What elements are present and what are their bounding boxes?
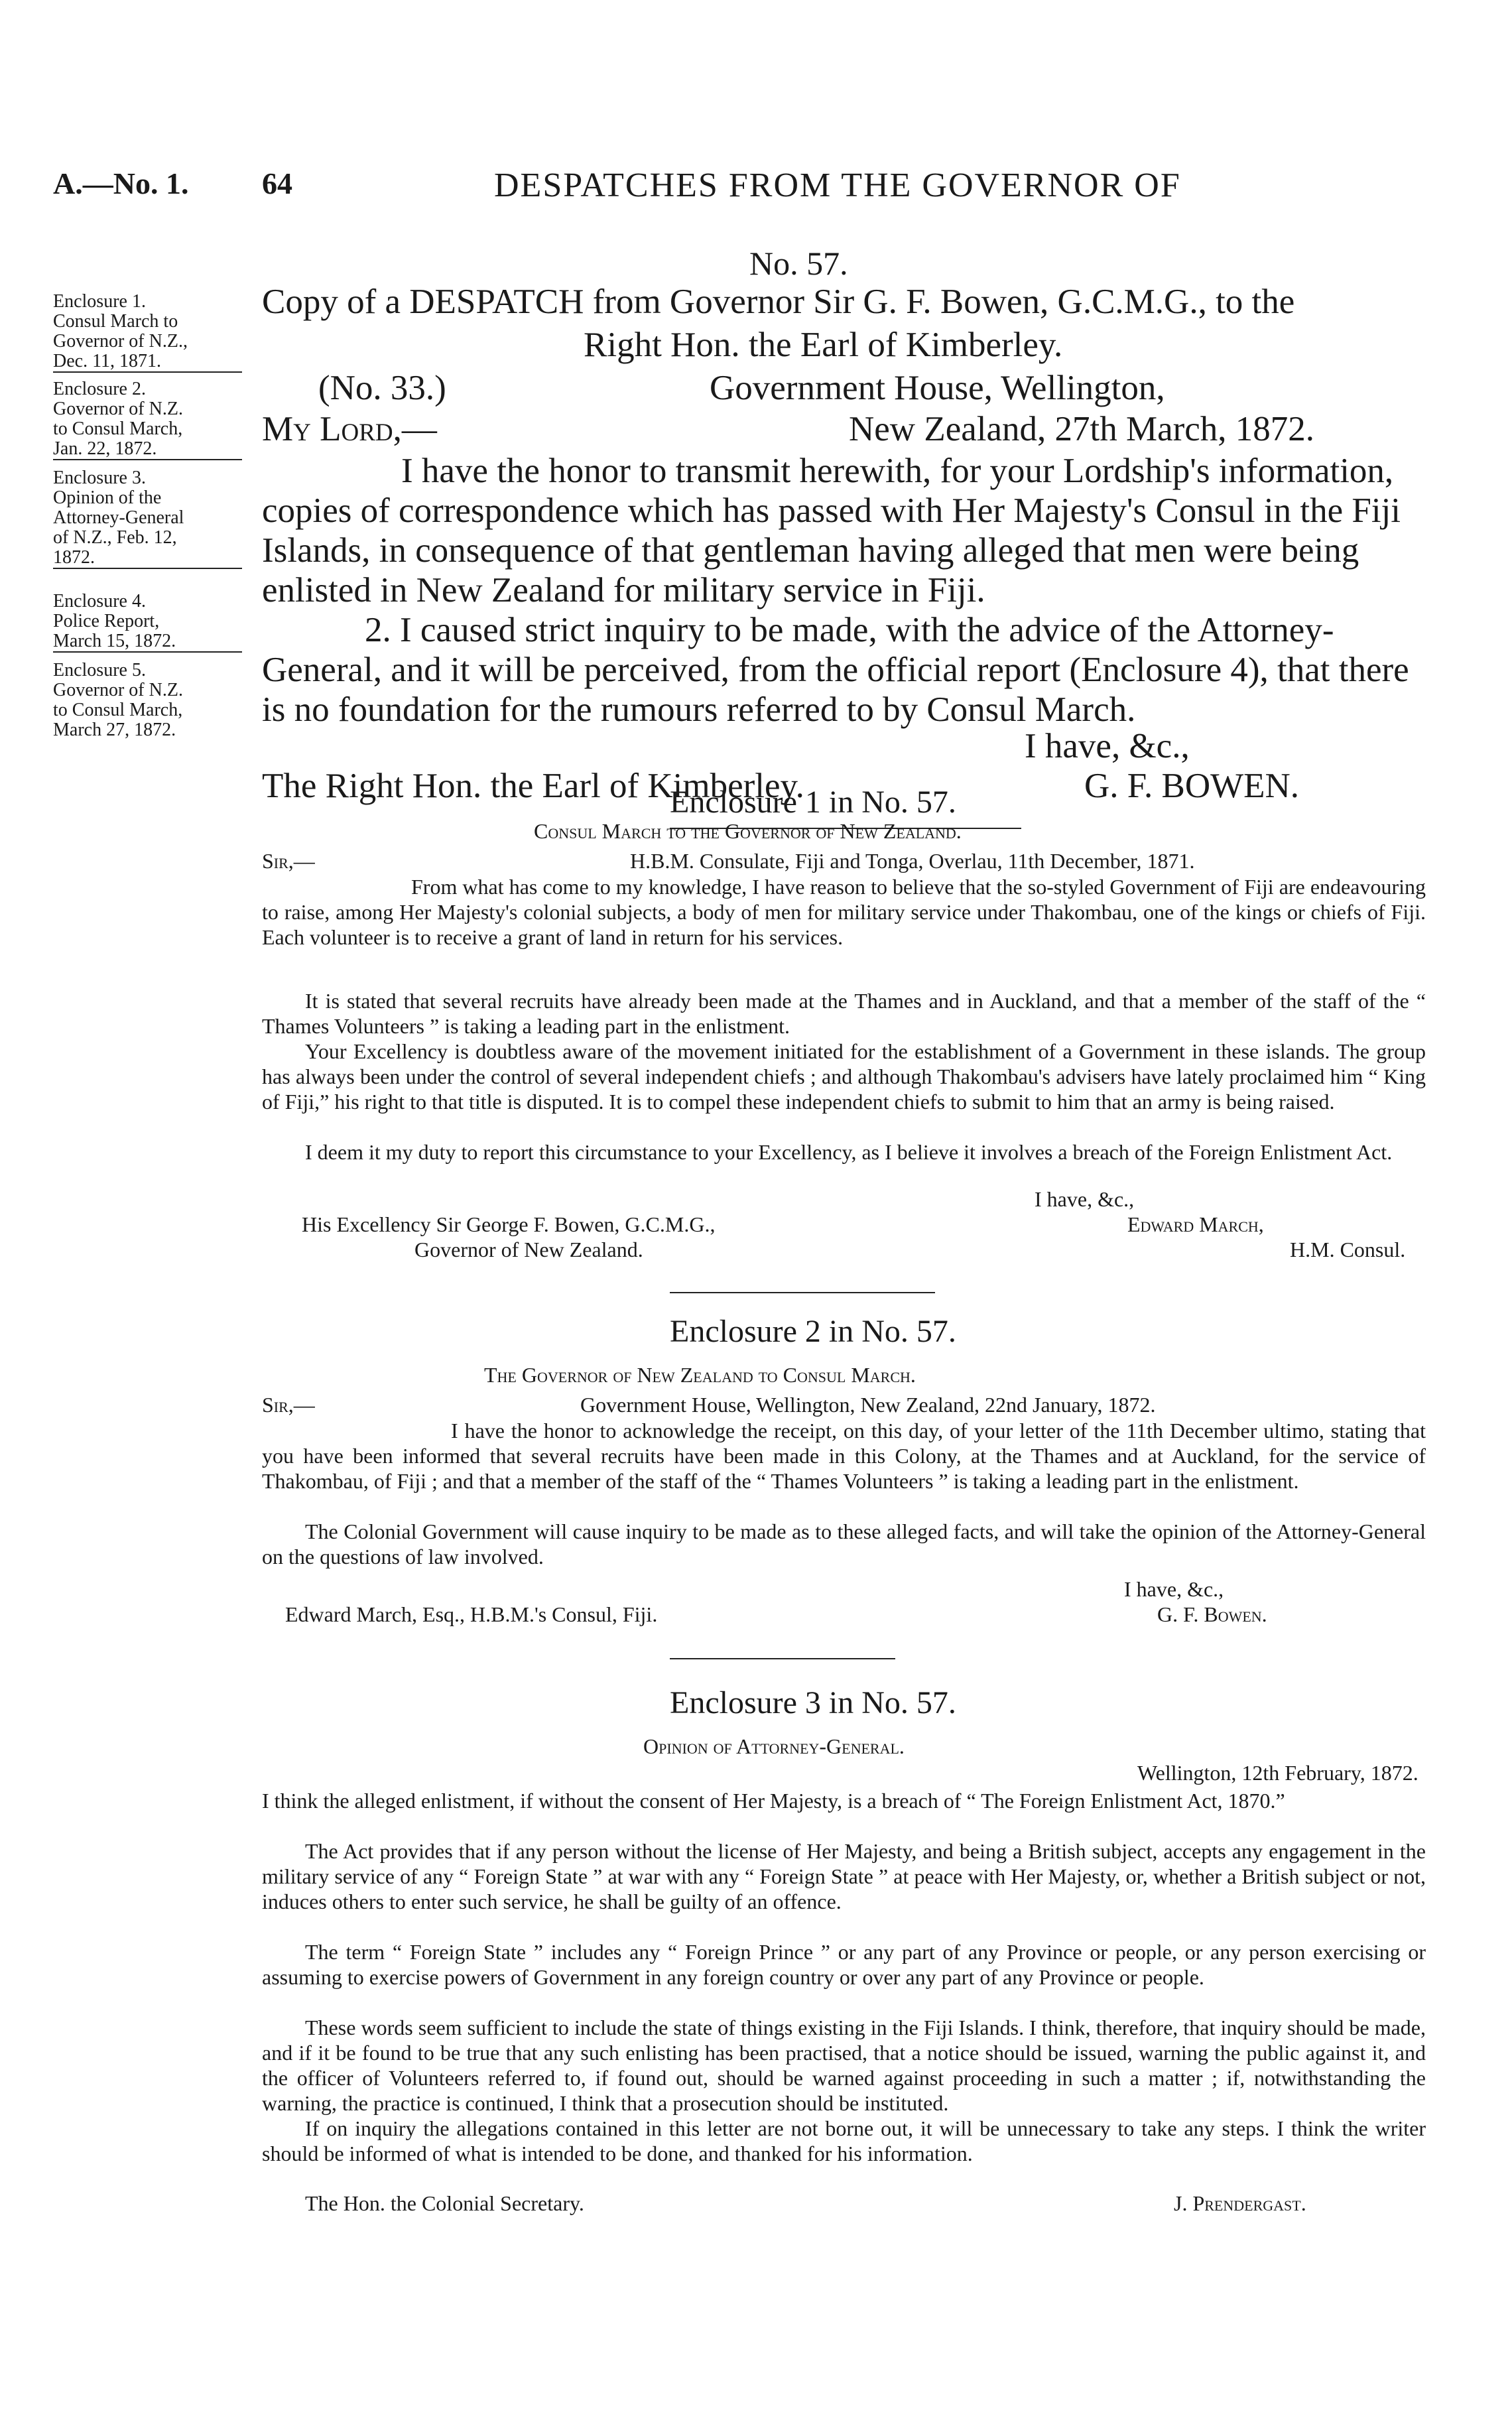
enclosure-2-title: Enclosure 2 in No. 57. (670, 1314, 956, 1349)
enclosure-2-paragraph: The Colonial Government will cause inquiry to be made as to these alleged facts, and will take the opinion of the Attorney-General on the questions of law involved. (262, 1519, 1426, 1569)
margin-note-enclosure-2 (53, 379, 242, 463)
margin-note-line: 1872. (53, 548, 242, 569)
enclosure-3-paragraph: The Act provides that if any person without the license of Her Majesty, and being a British subject, accepts any engagement in the military service of any “ Foreign State ” at war with any “ Foreign State ” at peace with Her Majesty, or, whether a British subject or not, induces others to enter such service, he shall be guilty of an offence. (262, 1839, 1426, 1913)
despatch-text-line: is no foundation for the rumours referred to by Consul March. (262, 690, 1136, 729)
despatch-salutation: My Lord,— (262, 410, 437, 448)
enclosure-2-closing: I have, &c., (1124, 1577, 1224, 1601)
enclosure-3-signature: J. Prendergast. (1174, 2191, 1306, 2215)
despatch-closing: I have, &c., (1025, 727, 1190, 765)
enclosure-3-place-date: Wellington, 12th February, 1872. (1137, 1761, 1418, 1785)
margin-note-enclosure-4 (53, 592, 242, 655)
margin-note-line: Dec. 11, 1871. (53, 352, 242, 373)
margin-note-enclosure-3 (53, 468, 242, 572)
despatch-signature: G. F. BOWEN. (1084, 767, 1300, 805)
enclosure-2-signature: G. F. Bowen. (1157, 1602, 1267, 1626)
despatch-serial-number: (No. 33.) (318, 369, 446, 407)
enclosure-2-subtitle: The Governor of New Zealand to Consul March. (484, 1363, 916, 1387)
margin-note-enclosure-1 (53, 292, 242, 375)
section-divider (670, 1658, 895, 1659)
enclosure-1-signature: Edward March, (1127, 1212, 1264, 1236)
enclosure-1-signature-title: H.M. Consul. (1290, 1238, 1406, 1261)
margin-note-line: Opinion of the (53, 487, 162, 508)
enclosure-2-salutation: Sir,— (262, 1393, 315, 1417)
enclosure-2-place-date: Government House, Wellington, New Zealand, 22nd January, 1872. (580, 1393, 1156, 1417)
enclosure-3-paragraph: These words seem sufficient to include the state of things existing in the Fiji Islands. I think, therefore, that inquiry should be made, and if it be found to be true that any such enlisting has been practised, that a notice should be issued, warning the public against it, and the officer of Volunteers referred to, if found out, should be warned against proceeding in such a matter ; if, notwithstanding the warning, the practice is continued, I think that a prosecution should be instituted. (262, 2016, 1426, 2115)
despatch-date: New Zealand, 27th March, 1872. (849, 410, 1315, 448)
despatch-number: No. 57. (749, 245, 848, 282)
margin-note-line: Jan. 22, 1872. (53, 439, 242, 460)
despatch-text-line: I have the honor to transmit herewith, for your Lordship's information, (401, 452, 1394, 490)
enclosure-1-place-date: H.B.M. Consulate, Fiji and Tonga, Overlau, 11th December, 1871. (630, 849, 1195, 873)
enclosure-3-paragraph: If on inquiry the allegations contained in this letter are not borne out, it will be unnecessary to take any steps. I think the writer should be informed of what is intended to be done, and thanked for his information. (262, 2116, 1426, 2165)
margin-note-line: Enclosure 1. (53, 291, 146, 312)
section-divider (670, 1292, 935, 1293)
enclosure-3-title: Enclosure 3 in No. 57. (670, 1685, 956, 1720)
margin-note-line: Consul March to (53, 311, 178, 332)
margin-note-line: of N.Z., Feb. 12, (53, 527, 177, 548)
enclosure-3-paragraph: The term “ Foreign State ” includes any “ Foreign Prince ” or any part of any Province or people, or any person exercising or assuming to exercise powers of Government in any foreign country or over any part of any Province or people. (262, 1940, 1426, 1989)
enclosure-1-paragraph: It is stated that several recruits have already been made at the Thames and in Auckland, and that a member of the staff of the “ Thames Volunteers ” is taking a leading part in the enlistment. (262, 989, 1426, 1038)
despatch-text-line: enlisted in New Zealand for military service in Fiji. (262, 571, 985, 609)
enclosure-1-title: Enclosure 1 in No. 57. (670, 785, 956, 820)
enclosure-1-paragraph: From what has come to my knowledge, I have reason to believe that the so-styled Government of Fiji are endeavouring to raise, among Her Majesty's colonial subjects, a body of men for military service under Thakombau, one of the kings or chiefs of Fiji. Each volunteer is to receive a grant of land in return for his services. (262, 875, 1426, 949)
despatch-text-line: General, and it will be perceived, from the official report (Enclosure 4), that there (262, 651, 1409, 689)
page-series-label: A.—No. 1. (53, 166, 189, 200)
enclosure-1-addressee: His Excellency Sir George F. Bowen, G.C.M.G., (302, 1212, 716, 1236)
despatch-address: Government House, Wellington, (710, 369, 1165, 407)
margin-note-line: March 27, 1872. (53, 720, 176, 740)
margin-note-line: Enclosure 4. (53, 591, 146, 611)
enclosure-2-paragraph: I have the honor to acknowledge the receipt, on this day, of your letter of the 11th December ultimo, stating that you have been informed that several recruits have been made in this Colony, at the Thames and at Auckland, for the service of Thakombau, of Fiji ; and that a member of the staff of the “ Thames Volunteers ” is taking a leading part in the enlistment. (262, 1419, 1426, 1493)
running-title: DESPATCHES FROM THE GOVERNOR OF (494, 166, 1181, 204)
margin-note-enclosure-5 (53, 661, 242, 740)
margin-note-line: to Consul March, (53, 418, 183, 439)
enclosure-1-subtitle: Consul March to the Governor of New Zealand. (534, 819, 962, 843)
enclosure-1-addressee-title: Governor of New Zealand. (414, 1238, 643, 1261)
despatch-addressee: The Right Hon. the Earl of Kimberley. (262, 767, 804, 805)
margin-note-line: Enclosure 2. (53, 379, 146, 399)
enclosure-2-addressee: Edward March, Esq., H.B.M.'s Consul, Fiji. (285, 1602, 658, 1626)
margin-note-line: to Consul March, (53, 700, 183, 720)
enclosure-3-paragraph: I think the alleged enlistment, if without the consent of Her Majesty, is a breach of “ The Foreign Enlistment Act, 1870.” (262, 1789, 1285, 1813)
despatch-text-line: Islands, in consequence of that gentleman having alleged that men were being (262, 531, 1359, 570)
despatch-copy-line-2: Right Hon. the Earl of Kimberley. (584, 326, 1063, 364)
enclosure-1-paragraph: I deem it my duty to report this circumstance to your Excellency, as I believe it involves a breach of the Foreign Enlistment Act. (305, 1140, 1393, 1164)
enclosure-1-paragraph: Your Excellency is doubtless aware of the movement initiated for the establishment of a Government in these islands. The group has always been under the control of several independent chiefs ; and although Thakombau's advisers have lately proclaimed him “ King of Fiji,” his right to that title is disputed. It is to compel these independent chiefs to submit to him that an army is being raised. (262, 1039, 1426, 1114)
margin-note-line: Police Report, (53, 611, 160, 631)
enclosure-1-salutation: Sir,— (262, 849, 315, 873)
margin-note-line: Enclosure 3. (53, 468, 146, 488)
enclosure-3-addressee: The Hon. the Colonial Secretary. (305, 2191, 584, 2215)
page-number: 64 (262, 166, 292, 200)
despatch-text-line: 2. I caused strict inquiry to be made, with the advice of the Attorney- (365, 611, 1334, 649)
despatch-copy-line-1: Copy of a DESPATCH from Governor Sir G. F. Bowen, G.C.M.G., to the (262, 283, 1295, 321)
margin-note-line: March 15, 1872. (53, 631, 242, 653)
margin-note-line: Governor of N.Z., (53, 331, 188, 352)
enclosure-3-subtitle: Opinion of Attorney-General. (643, 1734, 905, 1758)
despatch-text-line: copies of correspondence which has passed with Her Majesty's Consul in the Fiji (262, 491, 1401, 530)
margin-note-line: Attorney-General (53, 507, 184, 528)
margin-note-line: Enclosure 5. (53, 660, 146, 680)
enclosure-1-closing: I have, &c., (1035, 1187, 1135, 1211)
margin-note-line: Governor of N.Z. (53, 680, 183, 700)
margin-note-line: Governor of N.Z. (53, 399, 183, 419)
